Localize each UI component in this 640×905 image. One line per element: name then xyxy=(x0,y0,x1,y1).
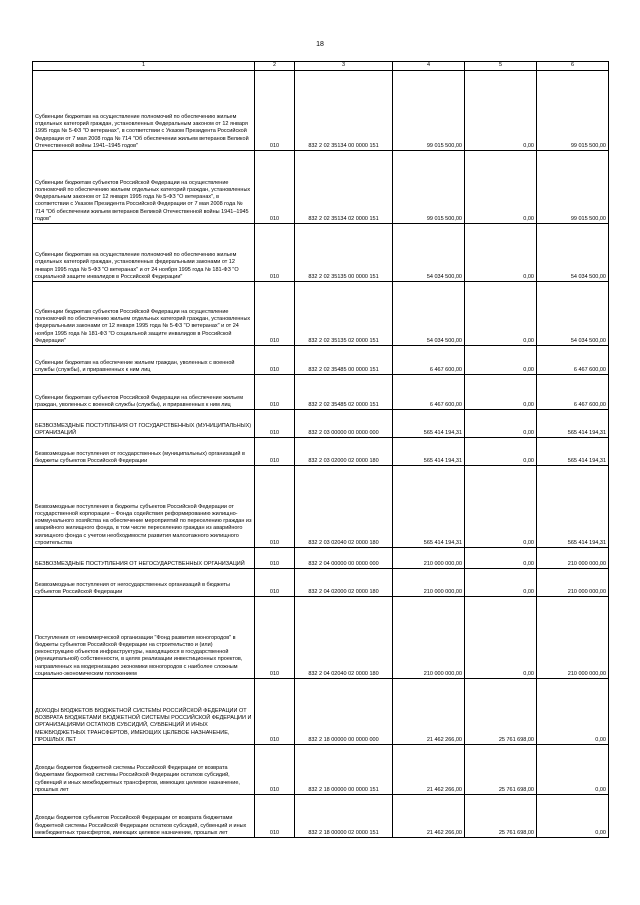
row-name: БЕЗВОЗМЕЗДНЫЕ ПОСТУПЛЕНИЯ ОТ ГОСУДАРСТВЕННЫХ (МУНИЦИПАЛЬНЫХ) ОРГАНИЗАЦИЙ xyxy=(33,410,255,438)
column-header-6: 6 xyxy=(537,62,609,71)
row-budget-code: 832 2 02 35485 00 0000 151 xyxy=(295,346,393,375)
row-budget-code: 832 2 02 35134 02 0000 151 xyxy=(295,151,393,224)
row-value-col4: 210 000 000,00 xyxy=(393,597,465,679)
row-name: Поступления от некоммерческой организации "Фонд развития моногородов" в бюджеты субъектов Российской Федерации на строительство и (или) реконструкцию объектов инфраструктуры, находящихся в государственной (муниципальной) собственности, в целях реализации инвестиционных проектов, направленных на модернизацию экономики моногородов с наиболее сложным социально-экономическим положением xyxy=(33,597,255,679)
row-name: Безвозмездные поступления в бюджеты субъектов Российской Федерации от государственной корпорации – Фонда содействия реформированию жилищно-коммунального хозяйства на обеспечение мероприятий по переселению граждан из аварийного жилищного фонда, в том числе переселению граждан из аварийного жилищного фонда с учетом необходимости развития малоэтажного жилищного строительства xyxy=(33,466,255,548)
row-name: Субвенции бюджетам на обеспечение жильем граждан, уволенных с военной службы (службы), и приравненных к ним лиц xyxy=(33,346,255,375)
column-header-1: 1 xyxy=(33,62,255,71)
row-value-col5: 25 761 698,00 xyxy=(465,795,537,838)
row-value-col4: 565 414 194,31 xyxy=(393,438,465,466)
row-code: 010 xyxy=(255,795,295,838)
column-number-header-row xyxy=(33,62,609,71)
row-budget-code: 832 2 03 02000 02 0000 180 xyxy=(295,438,393,466)
column-header-4: 4 xyxy=(393,62,465,71)
row-code: 010 xyxy=(255,282,295,346)
row-budget-code: 832 2 02 35135 02 0000 151 xyxy=(295,282,393,346)
table-row xyxy=(33,282,609,346)
row-value-col6: 210 000 000,00 xyxy=(537,569,609,597)
row-budget-code: 832 2 03 02040 02 0000 180 xyxy=(295,466,393,548)
row-value-col6: 99 015 500,00 xyxy=(537,71,609,151)
row-value-col4: 6 467 600,00 xyxy=(393,346,465,375)
row-value-col4: 565 414 194,31 xyxy=(393,410,465,438)
table-row xyxy=(33,548,609,569)
row-value-col4: 565 414 194,31 xyxy=(393,466,465,548)
row-value-col5: 0,00 xyxy=(465,375,537,410)
row-value-col6: 99 015 500,00 xyxy=(537,151,609,224)
row-name: Безвозмездные поступления от государственных (муниципальных) организаций в бюджеты субъектов Российской Федерации xyxy=(33,438,255,466)
row-value-col6: 210 000 000,00 xyxy=(537,597,609,679)
row-value-col4: 21 462 266,00 xyxy=(393,745,465,795)
row-code: 010 xyxy=(255,151,295,224)
row-name: Доходы бюджетов бюджетной системы Российской Федерации от возврата бюджетами бюджетной системы Российской Федерации остатков субсидий, субвенций и иных межбюджетных трансфертов, имеющих целевое назначение, прошлых лет xyxy=(33,745,255,795)
table-row xyxy=(33,346,609,375)
row-value-col4: 210 000 000,00 xyxy=(393,569,465,597)
table-row xyxy=(33,438,609,466)
row-name: БЕЗВОЗМЕЗДНЫЕ ПОСТУПЛЕНИЯ ОТ НЕГОСУДАРСТВЕННЫХ ОРГАНИЗАЦИЙ xyxy=(33,548,255,569)
row-budget-code: 832 2 02 35134 00 0000 151 xyxy=(295,71,393,151)
row-name: Безвозмездные поступления от негосударственных организаций в бюджеты субъектов Российской Федерации xyxy=(33,569,255,597)
row-code: 010 xyxy=(255,71,295,151)
row-value-col4: 21 462 266,00 xyxy=(393,679,465,745)
table-row xyxy=(33,597,609,679)
row-value-col6: 565 414 194,31 xyxy=(537,466,609,548)
table-row xyxy=(33,375,609,410)
row-name: Доходы бюджетов субъектов Российской Федерации от возврата бюджетами бюджетной системы Российской Федерации остатков субсидий, субвенций и иных межбюджетных трансфертов, имеющих целевое назначение, прошлых лет xyxy=(33,795,255,838)
row-value-col5: 0,00 xyxy=(465,151,537,224)
row-code: 010 xyxy=(255,466,295,548)
row-value-col4: 21 462 266,00 xyxy=(393,795,465,838)
row-value-col6: 565 414 194,31 xyxy=(537,410,609,438)
row-name: Субвенции бюджетам субъектов Российской Федерации на обеспечение жильем граждан, уволенных с военной службы (службы), и приравненных к ним лиц xyxy=(33,375,255,410)
row-code: 010 xyxy=(255,569,295,597)
row-value-col5: 0,00 xyxy=(465,282,537,346)
row-code: 010 xyxy=(255,438,295,466)
row-value-col5: 25 761 698,00 xyxy=(465,745,537,795)
row-code: 010 xyxy=(255,679,295,745)
row-value-col5: 0,00 xyxy=(465,410,537,438)
row-value-col6: 6 467 600,00 xyxy=(537,346,609,375)
row-budget-code: 832 2 18 00000 00 0000 151 xyxy=(295,745,393,795)
row-budget-code: 832 2 03 00000 00 0000 000 xyxy=(295,410,393,438)
row-value-col4: 6 467 600,00 xyxy=(393,375,465,410)
row-value-col6: 54 034 500,00 xyxy=(537,282,609,346)
budget-revenue-table xyxy=(32,61,609,838)
row-budget-code: 832 2 18 00000 02 0000 151 xyxy=(295,795,393,838)
table-row xyxy=(33,410,609,438)
row-name: Субвенции бюджетам на осуществление полномочий по обеспечению жильем отдельных категорий граждан, установленных федеральными законами от 12 января 1995 года № 5-ФЗ "О ветеранах" и от 24 ноября 1995 года № 181-ФЗ "О социальной защите инвалидов в Российской Федерации" xyxy=(33,224,255,282)
table-row xyxy=(33,466,609,548)
row-code: 010 xyxy=(255,375,295,410)
row-code: 010 xyxy=(255,410,295,438)
row-code: 010 xyxy=(255,597,295,679)
row-value-col6: 54 034 500,00 xyxy=(537,224,609,282)
row-value-col4: 99 015 500,00 xyxy=(393,151,465,224)
row-value-col5: 0,00 xyxy=(465,548,537,569)
row-value-col6: 565 414 194,31 xyxy=(537,438,609,466)
row-value-col6: 0,00 xyxy=(537,679,609,745)
table-row xyxy=(33,71,609,151)
row-code: 010 xyxy=(255,346,295,375)
row-value-col6: 210 000 000,00 xyxy=(537,548,609,569)
row-value-col4: 54 034 500,00 xyxy=(393,224,465,282)
row-value-col5: 25 761 698,00 xyxy=(465,679,537,745)
table-row xyxy=(33,745,609,795)
table-row xyxy=(33,151,609,224)
row-code: 010 xyxy=(255,548,295,569)
row-code: 010 xyxy=(255,745,295,795)
table-row xyxy=(33,224,609,282)
row-budget-code: 832 2 18 00000 00 0000 000 xyxy=(295,679,393,745)
row-name: Субвенции бюджетам субъектов Российской Федерации на осуществление полномочий по обеспечению жильем отдельных категорий граждан, установленных Федеральным законом от 12 января 1995 года № 5-ФЗ "О ветеранах", в соответствии с Указом Президента Российской Федерации от 7 мая 2008 года № 714 "Об обеспечении жильем ветеранов Великой Отечественной войны 1941–1945 годов" xyxy=(33,151,255,224)
row-value-col6: 0,00 xyxy=(537,745,609,795)
row-code: 010 xyxy=(255,224,295,282)
table-row xyxy=(33,795,609,838)
row-value-col5: 0,00 xyxy=(465,71,537,151)
row-budget-code: 832 2 04 02040 02 0000 180 xyxy=(295,597,393,679)
row-value-col5: 0,00 xyxy=(465,224,537,282)
row-value-col5: 0,00 xyxy=(465,569,537,597)
row-value-col4: 54 034 500,00 xyxy=(393,282,465,346)
column-header-3: 3 xyxy=(295,62,393,71)
page-number: 18 xyxy=(316,41,324,48)
column-header-2: 2 xyxy=(255,62,295,71)
row-value-col5: 0,00 xyxy=(465,597,537,679)
row-budget-code: 832 2 04 00000 00 0000 000 xyxy=(295,548,393,569)
row-budget-code: 832 2 02 35485 02 0000 151 xyxy=(295,375,393,410)
table-row xyxy=(33,679,609,745)
row-value-col5: 0,00 xyxy=(465,466,537,548)
row-name: Субвенции бюджетам на осуществление полномочий по обеспечению жильем отдельных категорий граждан, установленных Федеральным законом от 12 января 1995 года № 5-ФЗ "О ветеранах", в соответствии с Указом Президента Российской Федерации от 7 мая 2008 года № 714 "Об обеспечении жильем ветеранов Великой Отечественной войны 1941–1945 годов" xyxy=(33,71,255,151)
row-name: Субвенции бюджетам субъектов Российской Федерации на осуществление полномочий по обеспечению жильем отдельных категорий граждан, установленных федеральными законами от 12 января 1995 года № 5-ФЗ "О ветеранах" и от 24 ноября 1995 года № 181-ФЗ "О социальной защите инвалидов в Российской Федерации" xyxy=(33,282,255,346)
column-header-5: 5 xyxy=(465,62,537,71)
row-value-col4: 99 015 500,00 xyxy=(393,71,465,151)
table-row xyxy=(33,569,609,597)
row-value-col5: 0,00 xyxy=(465,346,537,375)
row-value-col6: 6 467 600,00 xyxy=(537,375,609,410)
row-budget-code: 832 2 02 35135 00 0000 151 xyxy=(295,224,393,282)
row-value-col5: 0,00 xyxy=(465,438,537,466)
row-budget-code: 832 2 04 02000 02 0000 180 xyxy=(295,569,393,597)
row-value-col4: 210 000 000,00 xyxy=(393,548,465,569)
row-name: ДОХОДЫ БЮДЖЕТОВ БЮДЖЕТНОЙ СИСТЕМЫ РОССИЙСКОЙ ФЕДЕРАЦИИ ОТ ВОЗВРАТА БЮДЖЕТАМИ БЮДЖЕТНОЙ СИСТЕМЫ РОССИЙСКОЙ ФЕДЕРАЦИИ И ОРГАНИЗАЦИЯМИ ОСТАТКОВ СУБСИДИЙ, СУБВЕНЦИЙ И ИНЫХ МЕЖБЮДЖЕТНЫХ ТРАНСФЕРТОВ, ИМЕЮЩИХ ЦЕЛЕВОЕ НАЗНАЧЕНИЕ, ПРОШЛЫХ ЛЕТ xyxy=(33,679,255,745)
row-value-col6: 0,00 xyxy=(537,795,609,838)
